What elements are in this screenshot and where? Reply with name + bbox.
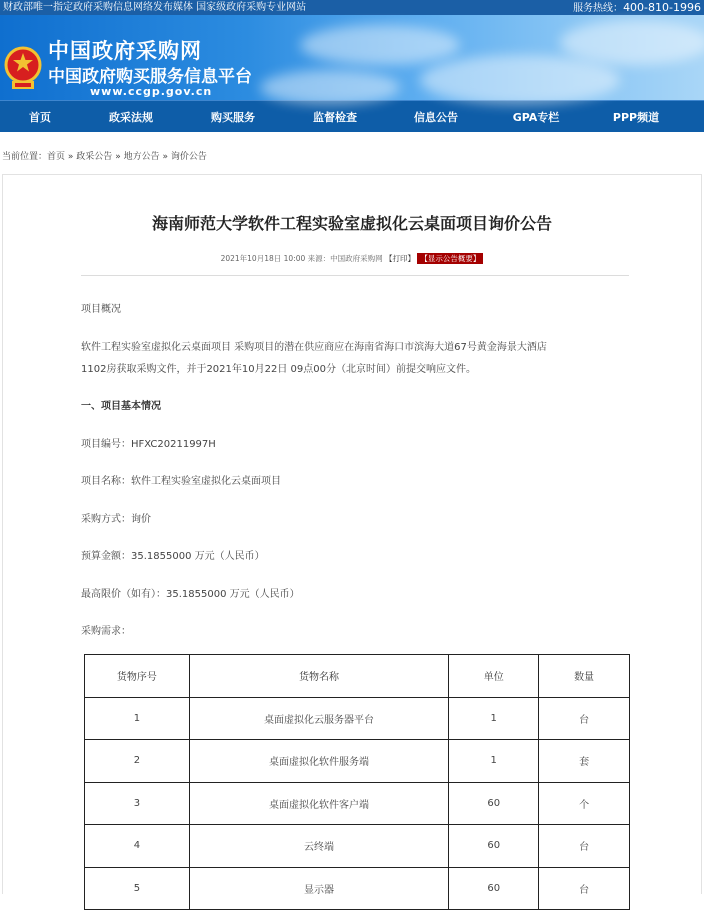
table-header-row xyxy=(85,655,630,698)
breadcrumb-procurement[interactable]: 政采公告 xyxy=(76,152,113,162)
breadcrumb xyxy=(0,132,704,174)
header-quantity: 数量 xyxy=(539,655,630,698)
cell-qty: 个 xyxy=(539,782,630,825)
national-emblem-icon xyxy=(4,45,42,93)
cell-no: 3 xyxy=(85,782,190,825)
cell-no: 4 xyxy=(85,825,190,868)
hotline xyxy=(573,0,701,15)
cell-no: 2 xyxy=(85,740,190,783)
cell-unit: 1 xyxy=(449,740,539,783)
budget-amount: 预算金额：35.1855000 万元（人民币） xyxy=(81,551,265,562)
article-meta xyxy=(3,253,701,264)
title-divider xyxy=(81,275,629,276)
cell-no: 1 xyxy=(85,697,190,740)
site-url: www.ccgp.gov.cn xyxy=(90,85,213,98)
nav-purchase-services[interactable]: 购买服务 xyxy=(211,110,255,124)
table-row xyxy=(85,740,630,783)
breadcrumb-sep: » xyxy=(115,152,121,162)
cell-name: 云终端 xyxy=(189,825,449,868)
project-name: 项目名称：软件工程实验室虚拟化云桌面项目 xyxy=(81,476,281,487)
table-row xyxy=(85,697,630,740)
breadcrumb-inquiry[interactable]: 询价公告 xyxy=(170,152,207,162)
overview-line-1: 软件工程实验室虚拟化云桌面项目 采购项目的潜在供应商应在海南省海口市滨海大道67号黄金海景大酒店 xyxy=(81,342,547,353)
cell-unit: 60 xyxy=(449,782,539,825)
section-basic-info: 一、项目基本情况 xyxy=(81,401,161,412)
breadcrumb-home[interactable]: 首页 xyxy=(47,152,66,162)
goods-table xyxy=(84,654,630,910)
article-panel xyxy=(2,174,702,894)
cell-qty: 台 xyxy=(539,867,630,910)
breadcrumb-local[interactable]: 地方公告 xyxy=(123,152,160,162)
cell-qty: 台 xyxy=(539,825,630,868)
requirements-label: 采购需求： xyxy=(81,626,131,637)
header-goods-no: 货物序号 xyxy=(85,655,190,698)
cell-unit: 60 xyxy=(449,825,539,868)
hotline-number: 400-810-1996 xyxy=(623,1,701,14)
cell-qty: 套 xyxy=(539,740,630,783)
site-title-main: 中国政府采购网 xyxy=(48,39,202,63)
purchase-method: 采购方式：询价 xyxy=(81,514,151,525)
breadcrumb-prefix: 当前位置： xyxy=(2,152,48,162)
cell-name: 桌面虚拟化软件服务端 xyxy=(189,740,449,783)
nav-supervision[interactable]: 监督检查 xyxy=(313,110,357,124)
nav-gpa[interactable]: GPA专栏 xyxy=(512,110,560,124)
site-banner xyxy=(0,15,704,100)
cell-no: 5 xyxy=(85,867,190,910)
nav-home[interactable]: 首页 xyxy=(29,110,51,124)
article-title: 海南师范大学软件工程实验室虚拟化云桌面项目询价公告 xyxy=(151,214,552,233)
table-row xyxy=(85,825,630,868)
section-overview: 项目概况 xyxy=(81,304,121,315)
cell-unit: 60 xyxy=(449,867,539,910)
site-slogan: 财政部唯一指定政府采购信息网络发布媒体 国家级政府采购专业网站 xyxy=(3,2,307,13)
breadcrumb-sep: » xyxy=(162,152,168,162)
cell-unit: 1 xyxy=(449,697,539,740)
nav-regulations[interactable]: 政采法规 xyxy=(109,110,153,124)
header-goods-name: 货物名称 xyxy=(189,655,449,698)
cell-name: 显示器 xyxy=(189,867,449,910)
print-link[interactable]: 【打印】 xyxy=(385,254,416,263)
show-summary-button[interactable]: 【显示公告概要】 xyxy=(417,253,483,264)
nav-announcements[interactable]: 信息公告 xyxy=(414,110,458,124)
table-row xyxy=(85,782,630,825)
header-unit: 单位 xyxy=(449,655,539,698)
cell-qty: 台 xyxy=(539,697,630,740)
site-title-sub: 中国政府购买服务信息平台 xyxy=(48,67,252,87)
max-price: 最高限价（如有）：35.1855000 万元（人民币） xyxy=(81,589,300,600)
nav-ppp[interactable]: PPP频道 xyxy=(612,110,660,124)
main-nav xyxy=(0,100,704,132)
cell-name: 桌面虚拟化云服务器平台 xyxy=(189,697,449,740)
top-info-bar xyxy=(0,0,704,15)
cell-name: 桌面虚拟化软件客户端 xyxy=(189,782,449,825)
breadcrumb-sep: » xyxy=(67,152,74,162)
project-number: 项目编号：HFXC20211997H xyxy=(81,439,216,450)
hotline-label: 服务热线： xyxy=(573,3,624,14)
overview-line-2: 1102房获取采购文件，并于2021年10月22日 09点00分（北京时间）前提交响应文件。 xyxy=(81,364,476,375)
article-date-source: 2021年10月18日 10:00 来源：中国政府采购网 xyxy=(220,254,383,263)
table-row xyxy=(85,867,630,910)
